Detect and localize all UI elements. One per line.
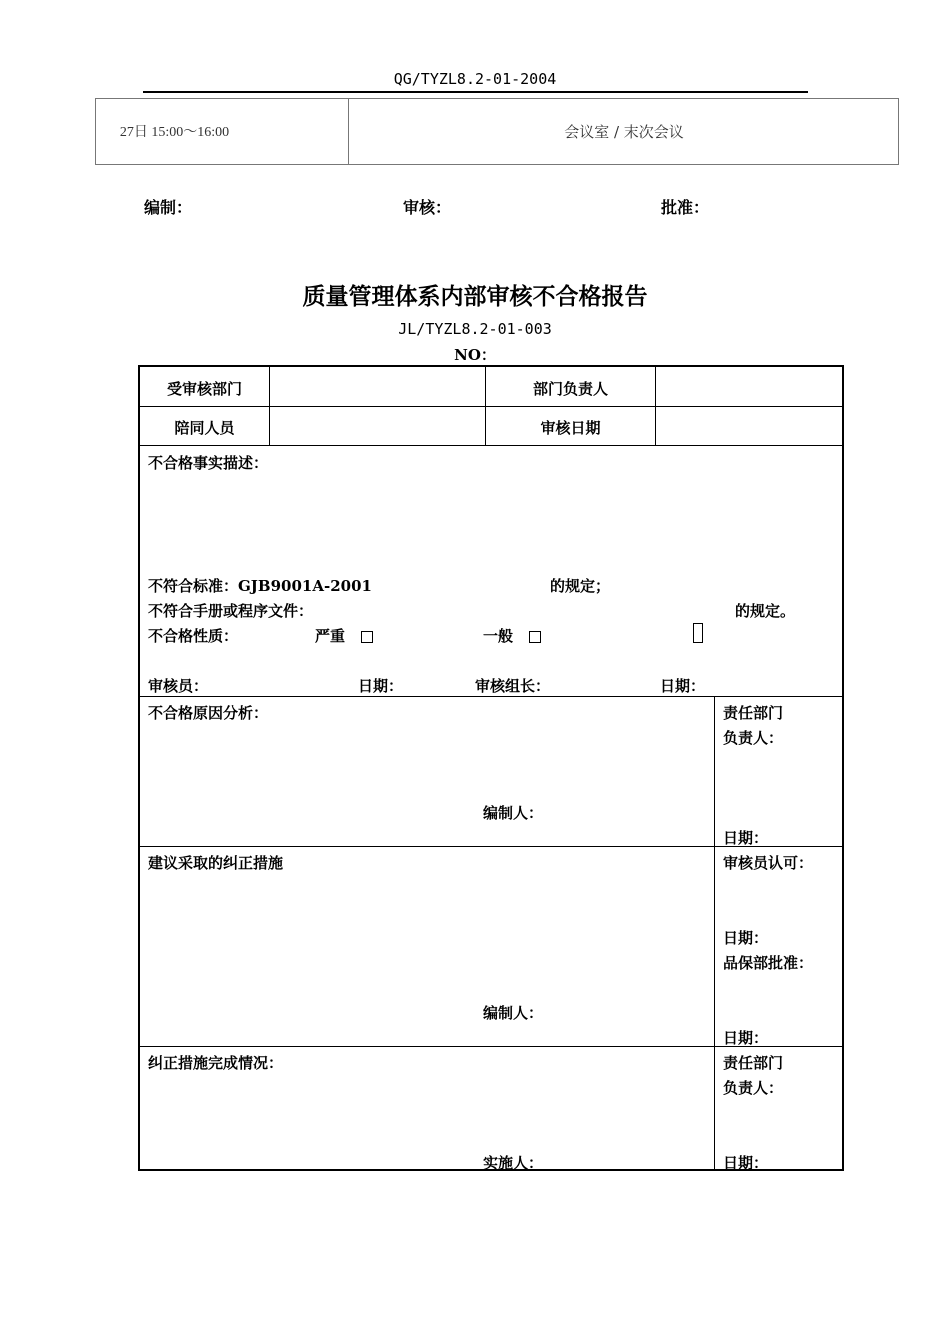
compiled-by-label: 编制：	[144, 198, 193, 217]
resp-dept-label: 责任部门	[723, 704, 784, 722]
standard-label: 不符合标准：GJB9001A-2001	[148, 577, 372, 595]
nonconformity-form	[138, 365, 844, 1171]
schedule-table	[95, 98, 899, 165]
dept-head-field[interactable]	[656, 368, 842, 405]
severe-label: 严重	[315, 627, 346, 645]
team-leader-label: 审核组长：	[475, 677, 551, 695]
general-label: 一般	[483, 627, 514, 645]
form-code: JL/TYZL8.2-01-003	[398, 320, 552, 338]
schedule-time: 27日 15:00～16:00	[119, 125, 230, 140]
approved-by-label: 批准：	[661, 198, 710, 217]
dept-head-label: 部门负责人	[532, 380, 608, 398]
severe-checkbox[interactable]	[361, 631, 373, 643]
manual-label: 不符合手册或程序文件：	[148, 602, 314, 620]
general-checkbox[interactable]	[529, 631, 541, 643]
implementer-label: 实施人：	[483, 1154, 544, 1172]
standard-suffix: 的规定；	[550, 577, 611, 595]
row-rule	[140, 445, 842, 446]
severe-option[interactable]	[315, 625, 373, 646]
corrective-action-label: 建议采取的纠正措施	[148, 854, 284, 872]
resp-date-label: 日期：	[723, 829, 769, 847]
auditor-date-label: 日期：	[358, 677, 404, 695]
auditor-approval-date-label: 日期：	[723, 929, 769, 947]
audit-date-label: 审核日期	[540, 419, 601, 437]
resp-person-label-2: 负责人：	[723, 1079, 784, 1097]
placeholder-box-icon	[693, 623, 703, 643]
auditor-label: 审核员：	[148, 677, 209, 695]
fact-description-label: 不合格事实描述：	[148, 454, 269, 472]
report-title: 质量管理体系内部审核不合格报告	[302, 283, 648, 310]
resp-dept-label-2: 责任部门	[723, 1054, 784, 1072]
leader-date-label: 日期：	[660, 677, 706, 695]
audit-date-field[interactable]	[656, 407, 842, 444]
completion-label: 纠正措施完成情况：	[148, 1054, 284, 1072]
manual-suffix: 的规定。	[735, 602, 796, 620]
escort-label: 陪同人员	[174, 419, 235, 437]
header-rule	[143, 91, 808, 93]
escort-field[interactable]	[270, 407, 485, 444]
reviewed-by-label: 审核：	[403, 198, 452, 217]
dept-field[interactable]	[270, 368, 485, 405]
form-number-label: NO：	[454, 346, 496, 364]
qa-approval-date-label: 日期：	[723, 1029, 769, 1047]
resp-person-label: 负责人：	[723, 729, 784, 747]
dept-label: 受审核部门	[166, 380, 242, 398]
qa-approval-label: 品保部批准：	[723, 954, 814, 972]
auditor-approval-label: 审核员认可：	[723, 854, 814, 872]
action-compiler-label: 编制人：	[483, 1004, 544, 1022]
cause-analysis-label: 不合格原因分析：	[148, 704, 269, 722]
document-code: QG/TYZL8.2-01-2004	[393, 70, 557, 88]
general-option[interactable]	[483, 625, 541, 646]
col-rule	[714, 696, 715, 1171]
cause-compiler-label: 编制人：	[483, 804, 544, 822]
row-rule	[140, 696, 842, 697]
schedule-place: 会议室 / 末次会议	[564, 123, 684, 141]
resp-date-label-2: 日期：	[723, 1154, 769, 1172]
nature-label: 不合格性质：	[148, 627, 239, 645]
